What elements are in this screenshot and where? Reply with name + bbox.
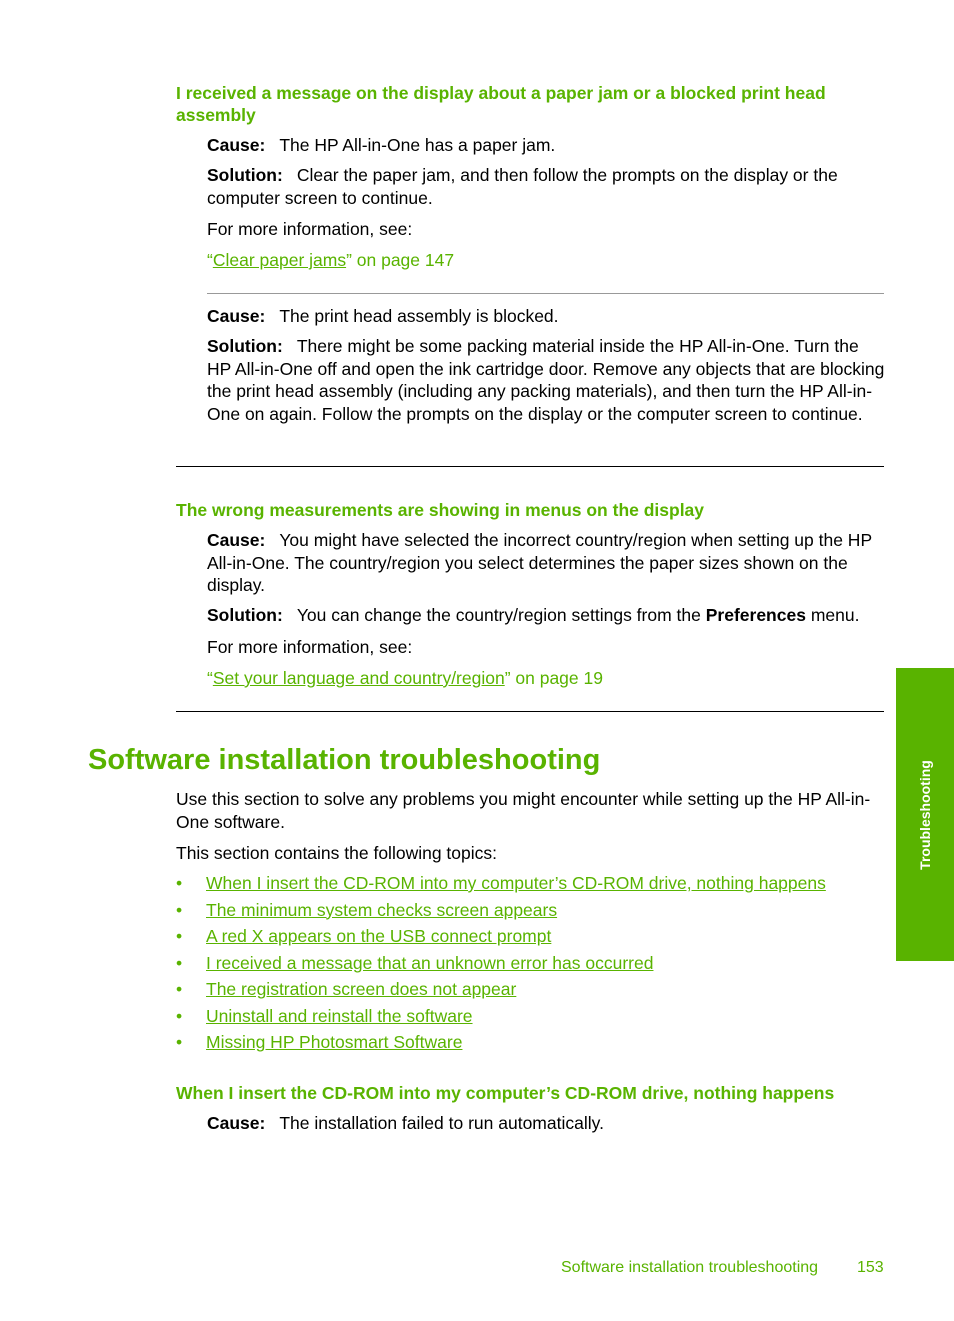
topic-link[interactable]: The minimum system checks screen appears bbox=[206, 899, 558, 920]
cause-text: The HP All-in-One has a paper jam. bbox=[279, 135, 556, 155]
cause-paragraph bbox=[207, 1112, 887, 1135]
solution-text-pre: You can change the country/region settings from the bbox=[296, 605, 706, 625]
section-heading-cdrom: When I insert the CD-ROM into my computer’s CD-ROM drive, nothing happens bbox=[176, 1083, 835, 1103]
link-open-quote: “ bbox=[207, 668, 213, 688]
cause-label: Cause: bbox=[207, 1113, 266, 1133]
list-item bbox=[176, 899, 886, 926]
intro-paragraph: Use this section to solve any problems you might encounter while setting up the HP All-in-One software. bbox=[176, 789, 871, 832]
bullet-icon: • bbox=[176, 926, 183, 946]
topic-link[interactable]: I received a message that an unknown error has occurred bbox=[206, 952, 654, 973]
cause-label: Cause: bbox=[207, 530, 266, 550]
topic-link[interactable]: When I insert the CD-ROM into my computer’s CD-ROM drive, nothing happens bbox=[206, 873, 826, 893]
bullet-icon: • bbox=[176, 1032, 183, 1052]
solution-text: Clear the paper jam, and then follow the prompts on the display or the computer screen to continue. bbox=[207, 165, 838, 208]
bullet-icon: • bbox=[176, 952, 183, 973]
topic-link[interactable]: The registration screen does not appear bbox=[206, 979, 517, 999]
list-item bbox=[176, 925, 886, 952]
link-set-language[interactable] bbox=[207, 667, 887, 690]
solution-paragraph bbox=[207, 604, 887, 627]
bullet-icon: • bbox=[176, 1005, 183, 1026]
link-suffix: ” on page 19 bbox=[504, 668, 603, 688]
link-clear-paper-jams[interactable] bbox=[207, 249, 887, 272]
bullet-icon: • bbox=[176, 979, 183, 999]
cause-paragraph bbox=[207, 529, 887, 597]
cause-paragraph-2 bbox=[207, 305, 887, 328]
footer-section-name: Software installation troubleshooting bbox=[561, 1259, 819, 1276]
list-item bbox=[176, 1031, 886, 1058]
link-text[interactable]: Clear paper jams bbox=[212, 250, 347, 270]
bullet-icon: • bbox=[176, 899, 183, 920]
section-heading-paper-jam: I received a message on the display about a paper jam or a blocked print head assembly bbox=[176, 83, 826, 125]
topics-list bbox=[176, 872, 886, 1058]
footer-page-number: 153 bbox=[857, 1259, 884, 1276]
more-info-label: For more information, see: bbox=[207, 637, 413, 657]
chapter-side-tab bbox=[896, 668, 954, 961]
link-suffix: ” on page 147 bbox=[346, 250, 455, 270]
cause-paragraph bbox=[207, 134, 887, 157]
page-title: Software installation troubleshooting bbox=[88, 744, 601, 776]
cause-text: You might have selected the incorrect country/region when setting up the HP All-in-One. The country/region you select determines the paper sizes shown on the display. bbox=[207, 530, 872, 595]
topics-label: This section contains the following topics: bbox=[176, 843, 497, 863]
link-open-quote: “ bbox=[207, 250, 213, 270]
list-item bbox=[176, 978, 886, 1005]
cause-label: Cause: bbox=[207, 135, 266, 155]
list-item bbox=[176, 952, 886, 979]
more-info-label: For more information, see: bbox=[207, 219, 413, 239]
section-divider bbox=[176, 466, 884, 467]
solution-paragraph-2 bbox=[207, 335, 887, 425]
side-tab-label: Troubleshooting bbox=[916, 759, 933, 870]
solution-label: Solution: bbox=[207, 605, 283, 625]
cause-text: The print head assembly is blocked. bbox=[279, 306, 559, 326]
preferences-menu-name: Preferences bbox=[705, 605, 806, 625]
solution-label: Solution: bbox=[207, 165, 283, 185]
link-text[interactable]: Set your language and country/region bbox=[212, 668, 505, 688]
section-heading-measurements: The wrong measurements are showing in menus on the display bbox=[176, 500, 705, 520]
list-item bbox=[176, 1005, 886, 1032]
list-item bbox=[176, 872, 886, 899]
cause-label: Cause: bbox=[207, 306, 266, 326]
section-divider bbox=[176, 711, 884, 712]
solution-label: Solution: bbox=[207, 336, 283, 356]
topic-link[interactable]: Missing HP Photosmart Software bbox=[206, 1032, 463, 1052]
topic-link[interactable]: Uninstall and reinstall the software bbox=[206, 1005, 473, 1026]
topic-link[interactable]: A red X appears on the USB connect prompt bbox=[206, 926, 552, 946]
solution-paragraph bbox=[207, 164, 887, 209]
cause-text: The installation failed to run automatically. bbox=[279, 1113, 604, 1133]
bullet-icon: • bbox=[176, 873, 183, 893]
solution-text-post: menu. bbox=[805, 605, 860, 625]
solution-text: There might be some packing material inside the HP All-in-One. Turn the HP All-in-One off and open the ink cartridge door. Remove any objects that are blocking the print head assembly (including any packing materials), and then turn the HP All-in-One on again. Follow the prompts on the display or the computer screen to continue. bbox=[207, 336, 885, 424]
divider bbox=[207, 293, 884, 294]
